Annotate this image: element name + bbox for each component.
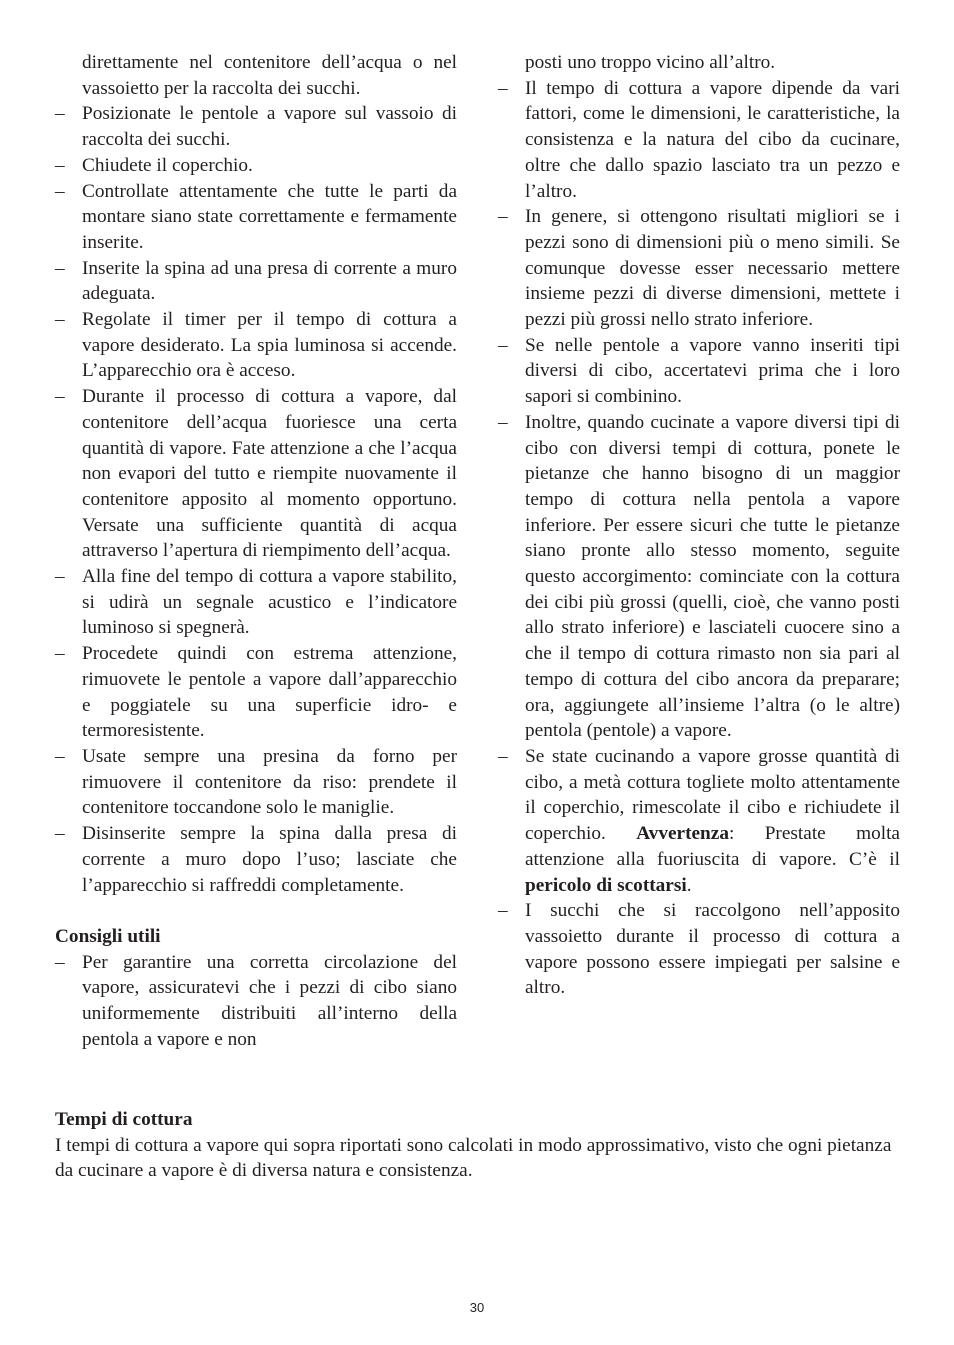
list-item (55, 564, 457, 641)
list-item-text: Il tempo di cottura a vapore dipende da vari fattori, come le dimensioni, le caratteristiche, la consistenza e la natura del cibo da cucinare, oltre che dallo spazio lasciato tra un pezzo e l’altro. (525, 77, 900, 202)
list-dash: – (55, 180, 65, 202)
warning-text-before: Se state cucinando a vapore grosse quantità di cibo, a metà cottura togliete molto attentamente il coperchio, rimescolate il cibo e richiudete il coperchio. (525, 745, 900, 845)
list-dash: – (55, 309, 65, 331)
left-column (55, 50, 457, 1052)
warning-list-item (498, 744, 900, 898)
list-dash: – (55, 745, 65, 767)
list-item-text: Durante il processo di cottura a vapore, dal contenitore dell’acqua fuoriesce una certa quantità di vapore. Fate attenzione a che l’acqua non evapori del tutto e riempite nuovamente il contenitore apposito al momento opportuno. Versate una sufficiente quantità di acqua attraverso l’apertura di riempimento dell’acqua. (82, 386, 457, 562)
danger-label: pericolo di scottarsi (525, 874, 687, 896)
list-item (498, 410, 900, 744)
warning-text-after: . (686, 874, 692, 896)
list-item (55, 744, 457, 821)
list-item-text: Chiudete il coperchio. (82, 154, 253, 176)
list-dash: – (498, 900, 508, 922)
list-item (55, 153, 457, 179)
list-item-text: Controllate attentamente che tutte le parti da montare siano state correttamente e fermamente inserite. (82, 180, 457, 253)
continuation-text: direttamente nel contenitore dell’acqua o nel vassoietto per la raccolta dei succhi. (82, 52, 457, 99)
list-item (498, 898, 900, 1001)
list-dash: – (55, 257, 65, 279)
list-item-text: Alla fine del tempo di cottura a vapore stabilito, si udirà un segnale acustico e l’indicatore luminoso si spegnerà. (82, 566, 457, 639)
warning-label: Avvertenza (636, 823, 729, 845)
list-item (498, 204, 900, 333)
list-dash: – (498, 745, 508, 767)
list-item-text: Disinserite sempre la spina dalla presa di corrente a muro dopo l’uso; lasciate che l’apparecchio si raffreddi completamente. (82, 823, 457, 896)
list-dash: – (55, 643, 65, 665)
list-item-text: Usate sempre una presina da forno per rimuovere il contenitore da riso: prendete il contenitore toccandone solo le maniglie. (82, 745, 457, 819)
list-dash: – (498, 334, 508, 356)
list-item-text: Regolate il timer per il tempo di cottura a vapore desiderato. La spia luminosa si accende. L’apparecchio ora è acceso. (82, 309, 457, 382)
list-item (55, 179, 457, 256)
list-item-text: Se nelle pentole a vapore vanno inseriti tipi diversi di cibo, accertatevi prima che i loro sapori si combinino. (525, 334, 900, 408)
page-number: 30 (469, 1300, 485, 1315)
list-item-text: Inserite la spina ad una presa di corrente a muro adeguata. (82, 257, 457, 305)
list-dash: – (55, 951, 65, 973)
list-item-text: Inoltre, quando cucinate a vapore diversi tipi di cibo con diversi tempi di cottura, ponete le pietanze che hanno bisogno di un maggior tempo di cottura nella pentola a vapore inferiore. Per essere sicuri che tutte le pietanze siano pronte allo stesso momento, seguite questo accorgimento: cominciate con la cottura dei cibi più grossi (quelli, cioè, che vanno posti allo strato inferiore) e lasciateli cuocere sino a che il tempo di cottura rimasto non sia pari al tempo di cottura del cibo ancora da preparare; ora, aggiungete all’insieme l’altra (o le altre) pentola (pentole) a vapore. (525, 411, 900, 742)
list-dash: – (55, 103, 65, 125)
list-item (55, 821, 457, 898)
section-heading: Consigli utili (55, 925, 161, 947)
list-item (55, 101, 457, 152)
list-dash: – (55, 823, 65, 845)
list-item-text: In genere, si ottengono risultati migliori se i pezzi sono di dimensioni più o meno simili. Se comunque dovesse esser necessario mettere insieme pezzi di diverse dimensioni, mettete i pezzi più grossi nello strato inferiore. (525, 206, 900, 331)
list-dash: – (55, 566, 65, 588)
list-item-text: Per garantire una corretta circolazione del vapore, assicuratevi che i pezzi di cibo siano uniformemente distribuiti all’interno della pentola a vapore e non (82, 951, 457, 1050)
list-item (55, 384, 457, 564)
list-item (55, 307, 457, 384)
right-column (498, 50, 900, 1001)
list-item-text: Procedete quindi con estrema attenzione, rimuovete le pentole a vapore dall’apparecchio e poggiatele su una superficie idro- e termoresistente. (82, 643, 457, 742)
list-item (55, 950, 457, 1053)
list-item (55, 641, 457, 744)
list-item-text: I succhi che si raccolgono nell’apposito vassoietto durante il processo di cottura a vapore possono essere impiegati per salsine e altro. (525, 900, 900, 999)
list-dash: – (498, 206, 508, 228)
continuation-text: posti uno troppo vicino all’altro. (525, 52, 776, 73)
list-dash: – (498, 77, 508, 99)
list-dash: – (498, 411, 508, 433)
list-dash: – (55, 154, 65, 176)
section-paragraph: I tempi di cottura a vapore qui sopra riportati sono calcolati in modo approssimativo, visto che ogni pietanza da cucinare a vapore è di diversa natura e consistenza. (55, 1134, 892, 1182)
list-dash: – (55, 386, 65, 408)
list-item-text: Posizionate le pentole a vapore sul vassoio di raccolta dei succhi. (82, 103, 457, 151)
section-heading: Tempi di cottura (55, 1109, 193, 1130)
warning-text-middle: : Prestate molta attenzione alla fuoriuscita di vapore. C’è il (525, 823, 900, 870)
cooking-times-section (55, 1107, 900, 1184)
list-item (498, 76, 900, 205)
list-item (498, 333, 900, 410)
list-item (55, 256, 457, 307)
